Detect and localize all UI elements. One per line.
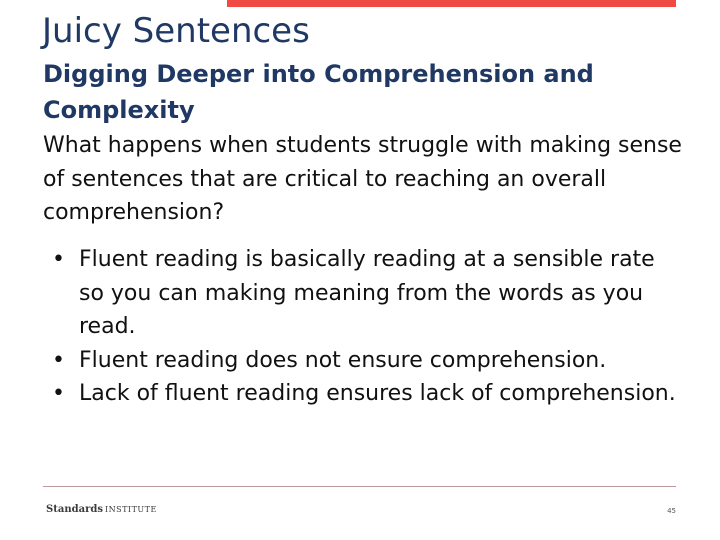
logo-primary-text: Standards [46,504,103,515]
slide-question: What happens when students struggle with making sense of sentences that are critical to reaching an overall comprehension? [43,133,682,225]
footer-divider [43,486,676,487]
page-number: 45 [667,507,676,515]
bullet-item [43,377,683,411]
slide-title: Juicy Sentences [42,11,310,51]
bullet-marker: • [52,381,65,406]
slide-subtitle: Digging Deeper into Comprehension and Complexity [43,60,594,124]
bullet-list [43,243,683,411]
bullet-marker: • [52,247,65,272]
logo-secondary-text: INSTITUTE [104,505,157,514]
standards-institute-logo [46,504,157,516]
top-accent-bar [227,0,676,7]
bullet-text: Fluent reading is basically reading at a sensible rate so you can making meaning from the words as you read. [79,247,655,339]
bullet-text: Lack of fluent reading ensures lack of comprehension. [79,381,676,406]
bullet-text: Fluent reading does not ensure comprehension. [79,347,607,373]
bullet-item [43,243,683,344]
bullet-item [43,344,683,378]
bullet-marker: • [52,347,65,373]
